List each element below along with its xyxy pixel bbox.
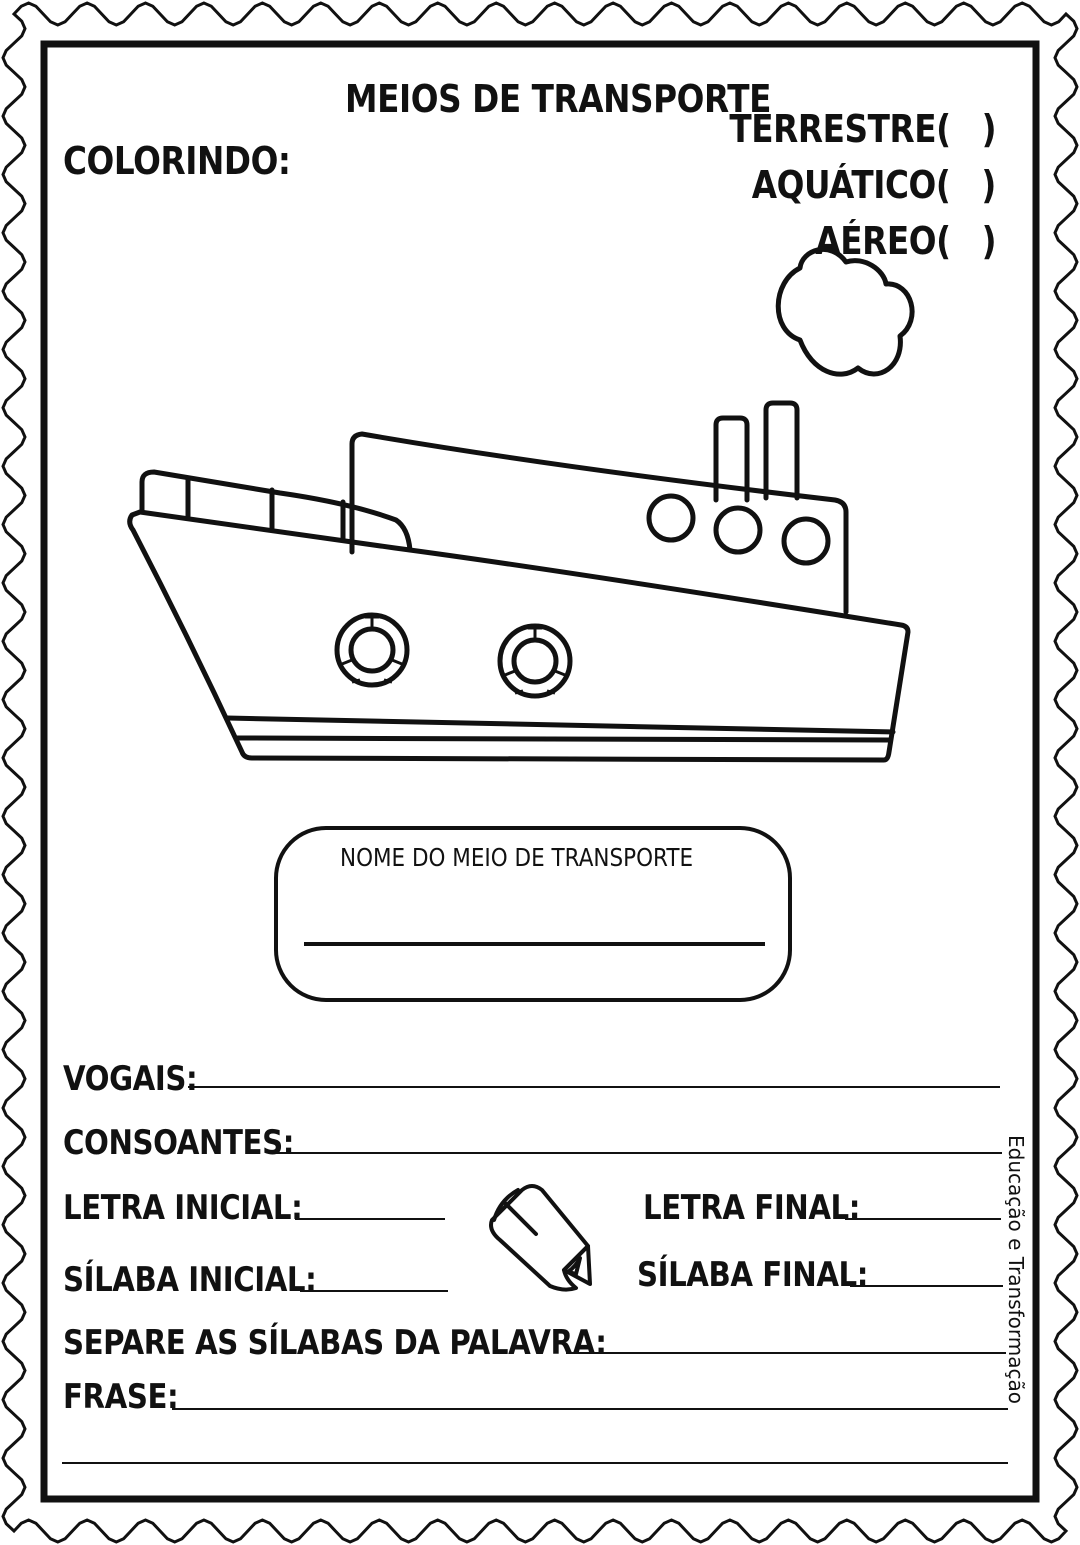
first-syllable-answer-line[interactable] [300, 1290, 448, 1292]
separate-syllables-label: SEPARE AS SÍLABAS DA PALAVRA: [63, 1323, 607, 1363]
sentence-answer-line-1[interactable] [172, 1408, 1008, 1410]
separate-syllables-answer-line[interactable] [566, 1352, 1006, 1354]
first-syllable-label: SÍLABA INICIAL: [63, 1260, 317, 1300]
consonants-label: CONSOANTES: [63, 1123, 294, 1163]
category-label: AÉREO( [815, 219, 951, 263]
consonants-answer-line[interactable] [270, 1152, 1002, 1154]
vowels-label: VOGAIS: [63, 1059, 198, 1099]
last-letter-label: LETRA FINAL: [643, 1188, 861, 1228]
category-label: AQUÁTICO( [751, 163, 951, 207]
page-title: MEIOS DE TRANSPORTE [345, 77, 772, 121]
first-letter-answer-line[interactable] [295, 1218, 445, 1220]
category-close: ) [981, 163, 996, 207]
category-close: ) [981, 107, 996, 151]
credit-text: Educação e Transformação [1004, 1135, 1028, 1404]
vowels-answer-line[interactable] [188, 1086, 1000, 1088]
sentence-label: FRASE: [63, 1377, 179, 1417]
category-close: ) [981, 219, 996, 263]
last-syllable-answer-line[interactable] [850, 1285, 1003, 1287]
last-syllable-label: SÍLABA FINAL: [637, 1255, 868, 1295]
name-answer-field[interactable] [304, 920, 765, 946]
last-letter-answer-line[interactable] [845, 1218, 1001, 1220]
coloring-label: COLORINDO: [63, 139, 291, 183]
category-label: TERRESTRE( [729, 107, 951, 151]
pencil-icon [480, 1180, 600, 1295]
sentence-answer-line-2[interactable] [62, 1462, 1008, 1464]
name-box-label: NOME DO MEIO DE TRANSPORTE [340, 843, 694, 872]
first-letter-label: LETRA INICIAL: [63, 1188, 303, 1228]
